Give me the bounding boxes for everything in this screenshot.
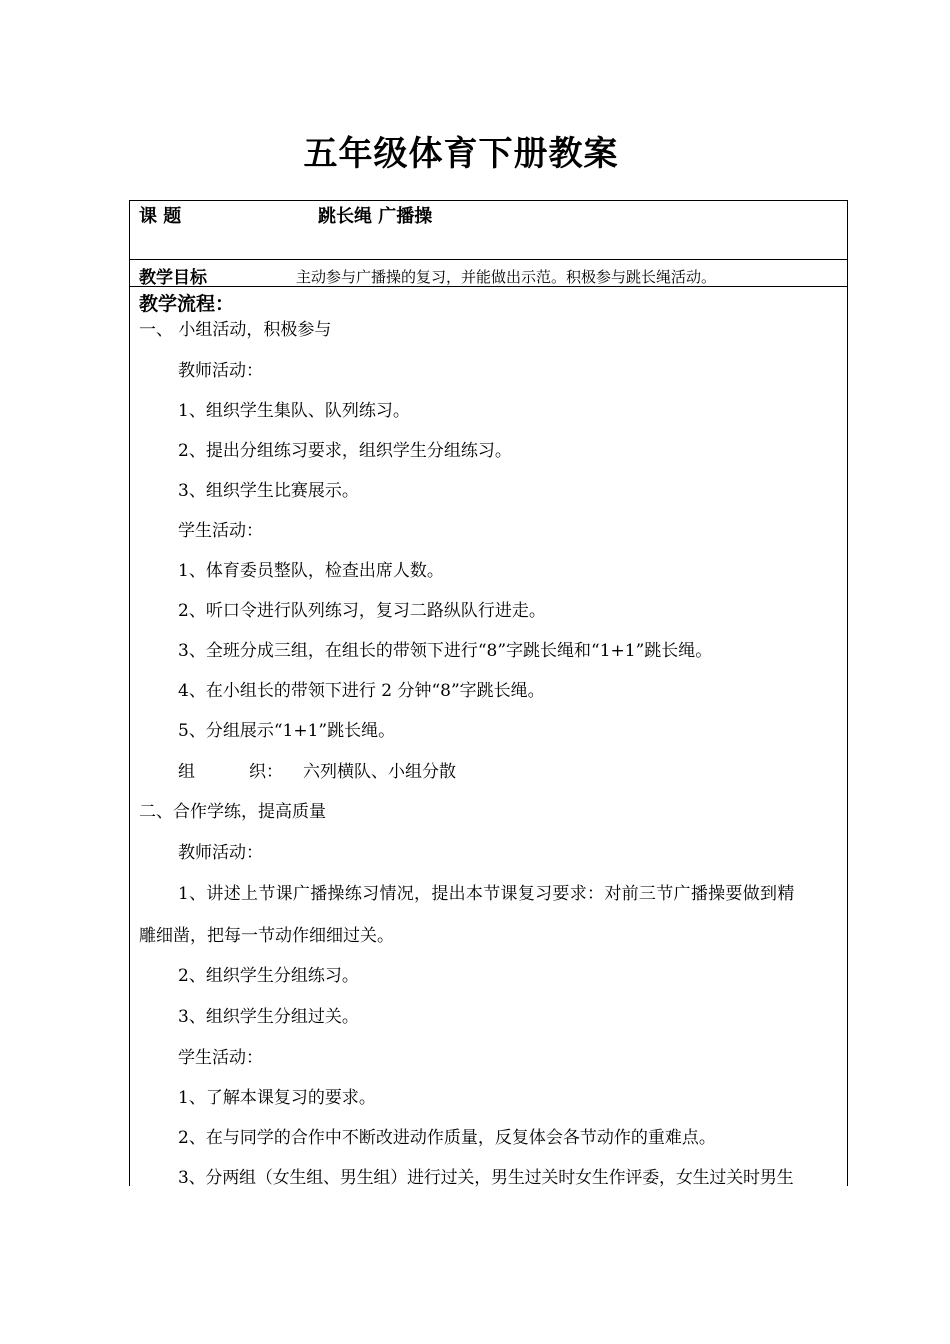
section-heading-2: 二、合作学练，提高质量 (139, 802, 326, 822)
list-item: 学生活动： (178, 521, 263, 541)
organization-value: 六列横队、小组分散 (303, 762, 456, 782)
list-item: 1、组织学生集队、队列练习。 (178, 401, 410, 421)
row-divider-subject (129, 259, 848, 260)
list-item: 2、组织学生分组练习。 (178, 966, 359, 986)
list-item: 教师活动： (178, 843, 263, 863)
list-item: 4、在小组长的带领下进行 2 分钟“8”字跳长绳。 (178, 681, 545, 701)
goal-value: 主动参与广播操的复习，并能做出示范。积极参与跳长绳活动。 (296, 268, 717, 286)
page-title: 五年级体育下册教案 (303, 134, 619, 174)
section-heading-1: 一、 小组活动，积极参与 (139, 320, 332, 340)
list-item: 3、全班分成三组，在组长的带领下进行“8”字跳长绳和“1+1”跳长绳。 (178, 641, 713, 661)
list-item: 1、体育委员整队，检查出席人数。 (178, 561, 444, 581)
list-item: 3、分两组（女生组、男生组）进行过关，男生过关时女生作评委，女生过关时男生 (178, 1168, 794, 1188)
list-item: 雕细凿，把每一节动作细细过关。 (139, 926, 394, 946)
list-item: 3、组织学生分组过关。 (178, 1007, 359, 1027)
list-item: 3、组织学生比赛展示。 (178, 481, 359, 501)
organization-label: 组 织： (178, 762, 284, 782)
list-item: 2、在与同学的合作中不断改进动作质量，反复体会各节动作的重难点。 (178, 1128, 716, 1148)
flow-title: 教学流程： (139, 293, 235, 315)
subject-value: 跳长绳 广播操 (318, 206, 433, 227)
list-item: 2、提出分组练习要求，组织学生分组练习。 (178, 441, 512, 461)
subject-label: 课 题 (139, 206, 182, 227)
list-item: 教师活动： (178, 361, 263, 381)
list-item: 学生活动： (178, 1048, 263, 1068)
list-item: 1、讲述上节课广播操练习情况，提出本节课复习要求：对前三节广播操要做到精 (178, 884, 795, 904)
list-item: 1、了解本课复习的要求。 (178, 1088, 376, 1108)
list-item: 2、听口令进行队列练习，复习二路纵队行进走。 (178, 601, 546, 621)
list-item: 5、分组展示“1+1”跳长绳。 (178, 721, 396, 741)
goal-label: 教学目标 (139, 268, 207, 288)
